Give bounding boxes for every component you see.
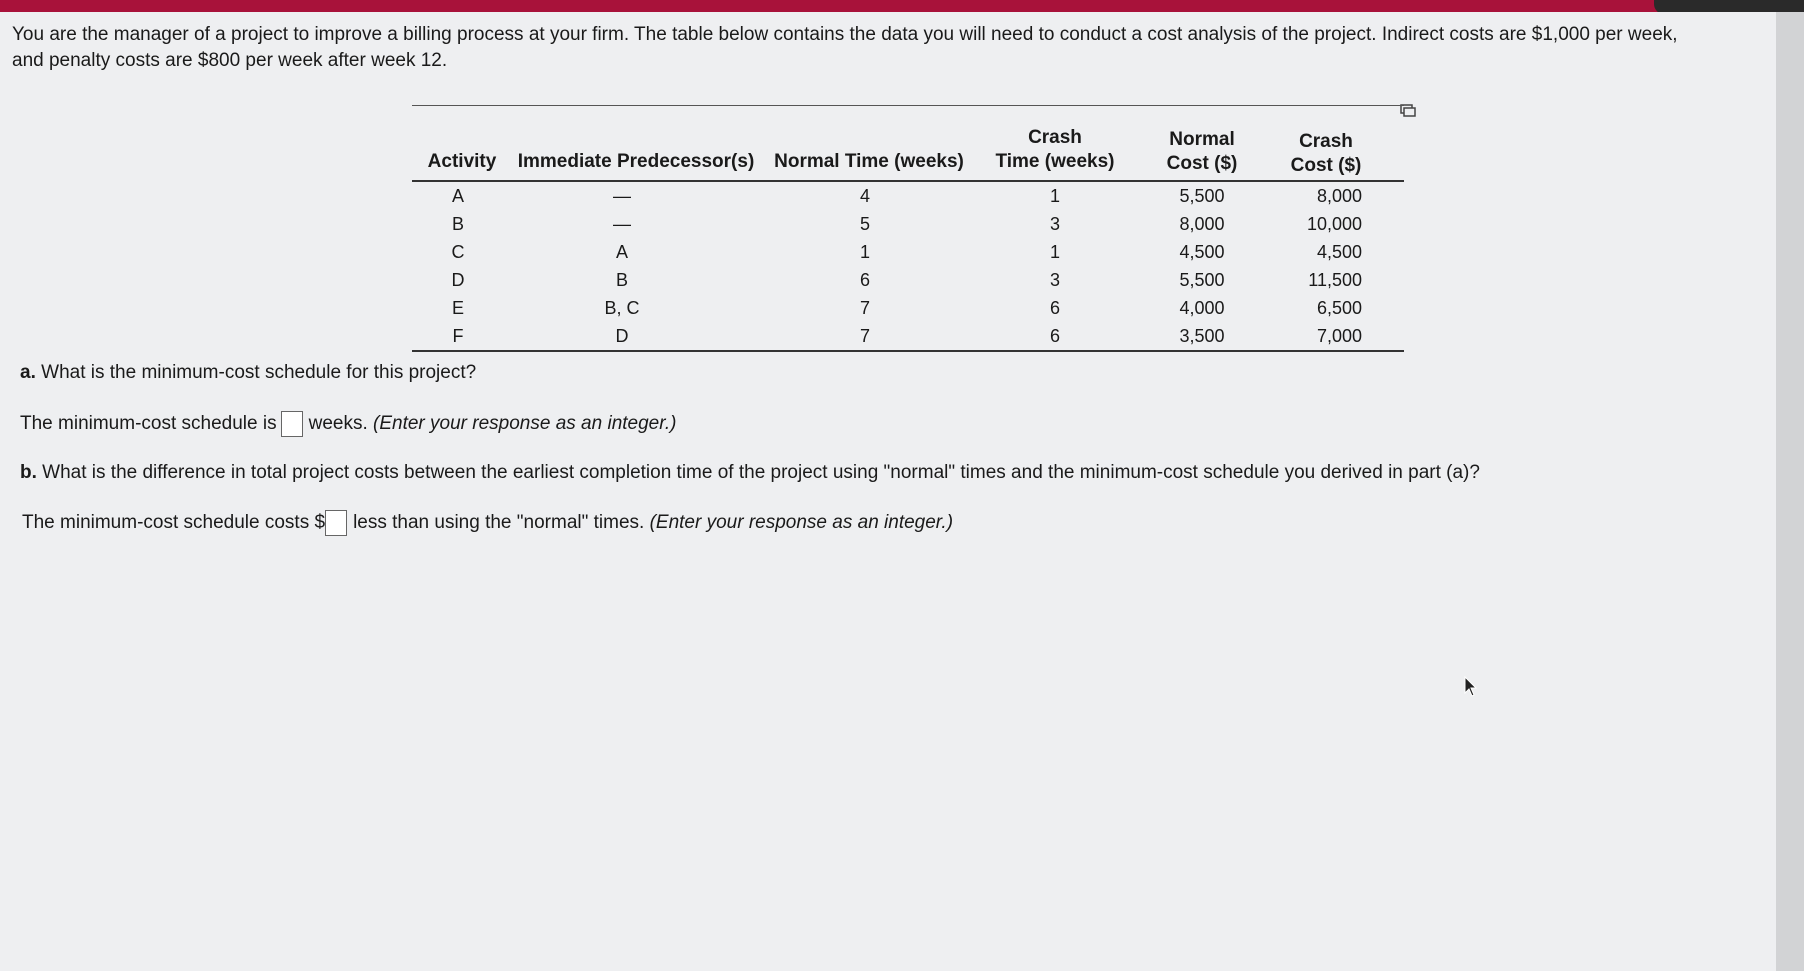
cell-crash-cost: 7,000 bbox=[1316, 326, 1362, 346]
table-row bbox=[412, 322, 1404, 350]
answer-b-hint: (Enter your response as an integer.) bbox=[649, 512, 954, 534]
question-a-text: What is the minimum-cost schedule for this project? bbox=[35, 362, 477, 383]
answer-a-suffix: weeks. bbox=[308, 413, 374, 435]
cell-normal-time: 7 bbox=[859, 326, 870, 346]
question-b-text: What is the difference in total project costs between the earliest completion time of the project using "normal" times and the minimum-cost schedule you derived in part (a)? bbox=[36, 462, 1480, 483]
cell-predecessor: B bbox=[615, 270, 628, 290]
cell-normal-cost: 4,500 bbox=[1179, 242, 1225, 262]
cell-predecessor: — bbox=[613, 214, 631, 234]
table-row bbox=[412, 238, 1404, 266]
answer-a-hint: (Enter your response as an integer.) bbox=[373, 413, 677, 435]
table-row bbox=[412, 266, 1404, 294]
question-b bbox=[20, 460, 1480, 486]
header-normal-time: Normal Time (weeks) bbox=[774, 151, 964, 172]
cell-normal-cost: 3,500 bbox=[1179, 326, 1225, 346]
cell-predecessor: D bbox=[615, 326, 629, 346]
header-crash-time: Crash Time (weeks) bbox=[995, 127, 1115, 172]
answer-b-line bbox=[22, 510, 953, 536]
cell-predecessor: — bbox=[613, 186, 631, 206]
table-row bbox=[412, 294, 1404, 322]
answer-a-prefix: The minimum-cost schedule is bbox=[20, 413, 277, 435]
cell-normal-cost: 5,500 bbox=[1179, 186, 1225, 206]
cell-crash-cost: 11,500 bbox=[1308, 270, 1362, 290]
cell-predecessor: B, C bbox=[604, 298, 640, 318]
cell-normal-cost: 8,000 bbox=[1179, 214, 1225, 234]
cell-normal-time: 7 bbox=[859, 298, 870, 318]
header-crash-cost: Crash Cost ($) bbox=[1290, 131, 1362, 176]
cell-activity: D bbox=[451, 270, 465, 290]
cell-normal-cost: 4,000 bbox=[1179, 298, 1225, 318]
table-header bbox=[412, 106, 1404, 182]
cell-activity: E bbox=[451, 298, 464, 318]
cell-normal-cost: 5,500 bbox=[1179, 270, 1225, 290]
mouse-cursor-icon bbox=[1462, 676, 1478, 698]
cell-crash-time: 3 bbox=[1049, 214, 1060, 234]
cell-normal-time: 5 bbox=[859, 214, 870, 234]
cell-crash-time: 6 bbox=[1049, 298, 1060, 318]
problem-intro: You are the manager of a project to improve a billing process at your firm. The table below contains the data you will need to conduct a cost analysis of the project. Indirect costs are $1,000 per week, and penalty costs are $800 per week after week 12. bbox=[12, 24, 1678, 71]
table-row bbox=[412, 210, 1404, 238]
cell-normal-time: 4 bbox=[859, 186, 870, 206]
cell-crash-time: 1 bbox=[1049, 242, 1060, 262]
header-predecessors: Immediate Predecessor(s) bbox=[517, 151, 755, 172]
header-activity: Activity bbox=[427, 151, 497, 172]
cell-normal-time: 1 bbox=[859, 242, 870, 262]
cell-crash-cost: 8,000 bbox=[1316, 186, 1362, 206]
cell-activity: F bbox=[452, 326, 464, 346]
answer-a-input[interactable] bbox=[281, 411, 303, 437]
cell-activity: C bbox=[451, 242, 465, 262]
question-b-label: b. bbox=[20, 462, 37, 483]
activity-data-table bbox=[412, 105, 1404, 352]
question-a-label: a. bbox=[20, 362, 36, 383]
cell-activity: A bbox=[451, 186, 464, 206]
answer-b-prefix: The minimum-cost schedule costs $ bbox=[22, 512, 326, 534]
answer-a-line bbox=[20, 411, 676, 437]
question-a bbox=[20, 360, 476, 386]
cell-crash-time: 1 bbox=[1049, 186, 1060, 206]
header-normal-cost: Normal Cost ($) bbox=[1166, 129, 1238, 174]
cell-activity: B bbox=[451, 214, 464, 234]
cell-predecessor: A bbox=[615, 242, 628, 262]
cell-crash-time: 6 bbox=[1049, 326, 1060, 346]
cell-crash-cost: 10,000 bbox=[1306, 214, 1362, 234]
browser-top-bar bbox=[0, 0, 1804, 12]
table-row bbox=[412, 182, 1404, 210]
cell-crash-cost: 4,500 bbox=[1316, 242, 1362, 262]
answer-b-suffix: less than using the "normal" times. bbox=[353, 512, 650, 534]
table-body bbox=[412, 182, 1404, 352]
cell-normal-time: 6 bbox=[859, 270, 870, 290]
answer-b-input[interactable] bbox=[325, 510, 347, 536]
cell-crash-time: 3 bbox=[1049, 270, 1060, 290]
screen-edge bbox=[1776, 12, 1804, 971]
cell-crash-cost: 6,500 bbox=[1316, 298, 1362, 318]
